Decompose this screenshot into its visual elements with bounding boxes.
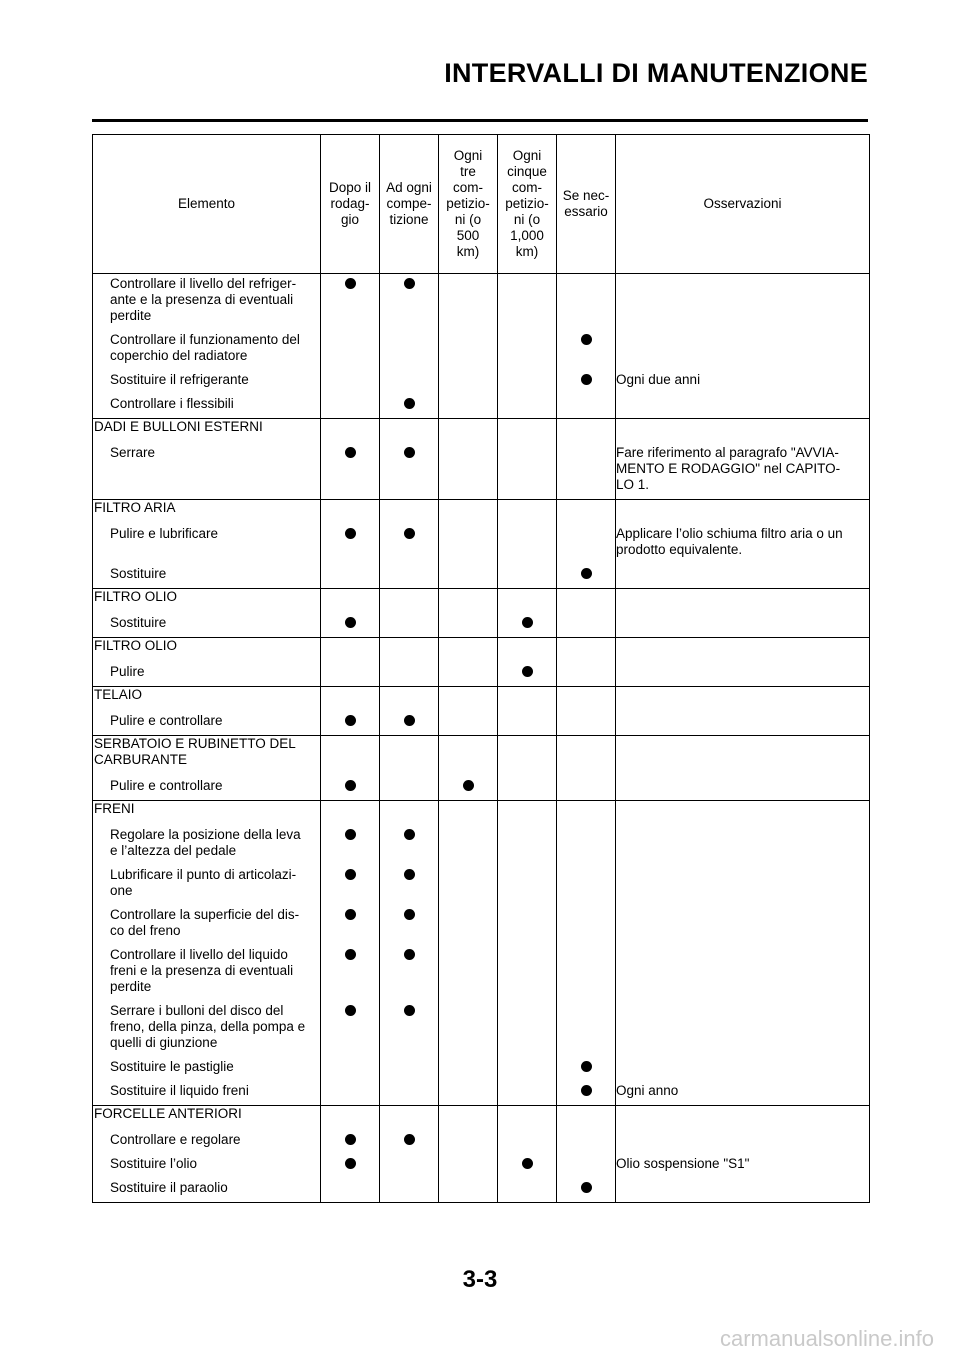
element-cell <box>93 638 321 687</box>
header-element: Elemento <box>93 135 321 274</box>
bullet-icon <box>581 1182 592 1193</box>
remark-text <box>616 776 869 800</box>
interval-cell <box>439 638 498 687</box>
page-title: INTERVALLI DI MANUTENZIONE <box>444 58 868 88</box>
interval-cell <box>557 736 616 801</box>
item-label: Pulire e lubrificare <box>110 526 219 541</box>
table-group-row <box>93 736 870 801</box>
header-every-five-races: Ogni cinque com- petizio- ni (o 1,000 km) <box>498 135 557 274</box>
group-title: TELAIO <box>94 687 143 702</box>
item-label: Lubrificare il punto di articolazi- one <box>110 867 297 898</box>
bullet-icon <box>345 780 356 791</box>
table-group-row <box>93 274 870 419</box>
header-row <box>93 135 870 274</box>
item-label: Sostituire il refrigerante <box>110 372 249 387</box>
interval-cell <box>557 274 616 419</box>
item-label: Sostituire <box>110 615 167 630</box>
remark-text <box>616 1057 869 1081</box>
bullet-icon <box>345 528 356 539</box>
interval-cell <box>498 638 557 687</box>
interval-cell <box>380 687 439 736</box>
interval-cell <box>557 1106 616 1203</box>
remarks-cell <box>616 687 870 736</box>
header-remarks: Osservazioni <box>616 135 870 274</box>
bullet-icon <box>581 374 592 385</box>
bullet-icon <box>581 1085 592 1096</box>
interval-cell <box>380 419 439 500</box>
bullet-icon <box>404 1134 415 1145</box>
interval-cell <box>557 589 616 638</box>
interval-cell <box>321 736 380 801</box>
item-label: Controllare e regolare <box>110 1132 241 1147</box>
bullet-icon <box>404 869 415 880</box>
item-label: Regolare la posizione della leva e l’altezza del pedale <box>110 827 301 858</box>
element-cell <box>93 687 321 736</box>
table-group-row <box>93 589 870 638</box>
table-group-row <box>93 500 870 589</box>
interval-cell <box>321 274 380 419</box>
bullet-icon <box>345 1134 356 1145</box>
interval-cell <box>439 500 498 589</box>
bullet-icon <box>345 617 356 628</box>
bullet-icon <box>345 1158 356 1169</box>
bullet-icon <box>404 715 415 726</box>
interval-cell <box>498 736 557 801</box>
group-title: DADI E BULLONI ESTERNI <box>94 419 263 434</box>
bullet-icon <box>522 617 533 628</box>
item-label: Controllare i flessibili <box>110 396 234 411</box>
bullet-icon <box>404 528 415 539</box>
interval-cell <box>498 1106 557 1203</box>
element-cell <box>93 500 321 589</box>
interval-cell <box>439 274 498 419</box>
item-label: Controllare il livello del refriger- ante e la presenza di eventuali perdite <box>110 276 297 323</box>
interval-cell <box>380 274 439 419</box>
bullet-icon <box>404 278 415 289</box>
interval-cell <box>321 1106 380 1203</box>
interval-cell <box>498 589 557 638</box>
remarks-cell <box>616 638 870 687</box>
bullet-icon <box>345 278 356 289</box>
remarks-cell <box>616 1106 870 1203</box>
remark-text <box>616 394 869 418</box>
table-group-row <box>93 419 870 500</box>
bullet-icon <box>404 949 415 960</box>
item-label: Sostituire l’olio <box>110 1156 198 1171</box>
bullet-icon <box>345 869 356 880</box>
remark-text <box>616 905 869 945</box>
remark-text: Ogni anno <box>616 1083 679 1098</box>
remark-text <box>616 865 869 905</box>
bullet-icon <box>404 909 415 920</box>
remarks-cell <box>616 801 870 1106</box>
interval-cell <box>557 687 616 736</box>
interval-cell <box>380 801 439 1106</box>
remark-text: Ogni due anni <box>616 372 701 387</box>
interval-cell <box>321 500 380 589</box>
item-label: Pulire e controllare <box>110 778 223 793</box>
interval-cell <box>439 419 498 500</box>
remark-text <box>616 274 869 330</box>
remarks-cell <box>616 419 870 500</box>
remark-text <box>616 662 869 686</box>
bullet-icon <box>463 780 474 791</box>
interval-cell <box>498 274 557 419</box>
interval-cell <box>380 589 439 638</box>
watermark: carmanualsonline.info <box>719 1326 934 1351</box>
table-body <box>93 274 870 1203</box>
remark-text <box>616 330 869 370</box>
interval-cell <box>439 801 498 1106</box>
interval-cell <box>321 589 380 638</box>
table-group-row <box>93 687 870 736</box>
interval-cell <box>439 687 498 736</box>
bullet-icon <box>345 949 356 960</box>
group-title: FILTRO ARIA <box>94 500 176 515</box>
element-cell <box>93 419 321 500</box>
header-every-race: Ad ogni compe- tizione <box>380 135 439 274</box>
interval-cell <box>439 589 498 638</box>
group-title: FILTRO OLIO <box>94 589 178 604</box>
group-title: FRENI <box>94 801 135 816</box>
interval-cell <box>498 419 557 500</box>
element-cell <box>93 736 321 801</box>
remark-text <box>616 1001 869 1057</box>
page-number: 3-3 <box>462 1266 498 1293</box>
interval-cell <box>380 500 439 589</box>
remarks-cell <box>616 500 870 589</box>
remark-text <box>616 564 869 588</box>
item-label: Controllare la superficie del dis- co del freno <box>110 907 300 938</box>
remark-text <box>616 711 869 735</box>
remarks-cell <box>616 274 870 419</box>
bullet-icon <box>404 829 415 840</box>
interval-cell <box>498 687 557 736</box>
header-as-needed: Se nec- essario <box>557 135 616 274</box>
interval-cell <box>380 638 439 687</box>
element-cell <box>93 801 321 1106</box>
interval-cell <box>380 1106 439 1203</box>
bullet-icon <box>404 398 415 409</box>
bullet-icon <box>581 1061 592 1072</box>
item-label: Controllare il livello del liquido freni e la presenza di eventuali perdite <box>110 947 294 994</box>
remarks-cell <box>616 736 870 801</box>
interval-cell <box>321 419 380 500</box>
item-label: Sostituire le pastiglie <box>110 1059 234 1074</box>
item-label: Pulire <box>110 664 145 679</box>
interval-cell <box>380 736 439 801</box>
remark-text <box>616 1178 869 1202</box>
bullet-icon <box>404 1005 415 1016</box>
interval-cell <box>498 801 557 1106</box>
bullet-icon <box>345 909 356 920</box>
remarks-cell <box>616 589 870 638</box>
interval-cell <box>321 638 380 687</box>
remark-text: Applicare l’olio schiuma filtro aria o un prodotto equivalente. <box>616 526 843 557</box>
header-every-three-races: Ogni tre com- petizio- ni (o 500 km) <box>439 135 498 274</box>
bullet-icon <box>345 829 356 840</box>
bullet-icon <box>522 666 533 677</box>
remark-text: Olio sospensione "S1" <box>616 1156 750 1171</box>
remark-text <box>616 613 869 637</box>
remark-text <box>616 1130 869 1154</box>
table-group-row <box>93 1106 870 1203</box>
interval-cell <box>498 500 557 589</box>
table-group-row <box>93 801 870 1106</box>
bullet-icon <box>522 1158 533 1169</box>
header-after-break-in: Dopo il rodag- gio <box>321 135 380 274</box>
bullet-icon <box>345 715 356 726</box>
element-cell <box>93 589 321 638</box>
bullet-icon <box>345 447 356 458</box>
bullet-icon <box>404 447 415 458</box>
bullet-icon <box>345 1005 356 1016</box>
interval-cell <box>557 500 616 589</box>
remark-text <box>616 825 869 865</box>
bullet-icon <box>581 568 592 579</box>
item-label: Serrare <box>110 445 156 460</box>
interval-cell <box>321 801 380 1106</box>
item-label: Sostituire <box>110 566 167 581</box>
group-title: FILTRO OLIO <box>94 638 178 653</box>
interval-cell <box>557 801 616 1106</box>
remark-text: Fare riferimento al paragrafo "AVVIA- MENTO E RODAGGIO" nel CAPITO- LO 1. <box>616 445 841 492</box>
bullet-icon <box>581 334 592 345</box>
element-cell <box>93 274 321 419</box>
item-label: Controllare il funzionamento del coperchio del radiatore <box>110 332 300 363</box>
remark-text <box>616 945 869 1001</box>
title-rule <box>92 119 868 122</box>
interval-cell <box>557 419 616 500</box>
table-group-row <box>93 638 870 687</box>
element-cell <box>93 1106 321 1203</box>
maintenance-table <box>92 134 870 1203</box>
interval-cell <box>439 736 498 801</box>
item-label: Sostituire il paraolio <box>110 1180 228 1195</box>
item-label: Pulire e controllare <box>110 713 223 728</box>
interval-cell <box>439 1106 498 1203</box>
item-label: Serrare i bulloni del disco del freno, della pinza, della pompa e quelli di giunzione <box>110 1003 306 1050</box>
interval-cell <box>321 687 380 736</box>
group-title: FORCELLE ANTERIORI <box>94 1106 242 1121</box>
item-label: Sostituire il liquido freni <box>110 1083 249 1098</box>
group-title: SERBATOIO E RUBINETTO DEL CARBURANTE <box>94 736 296 767</box>
interval-cell <box>557 638 616 687</box>
